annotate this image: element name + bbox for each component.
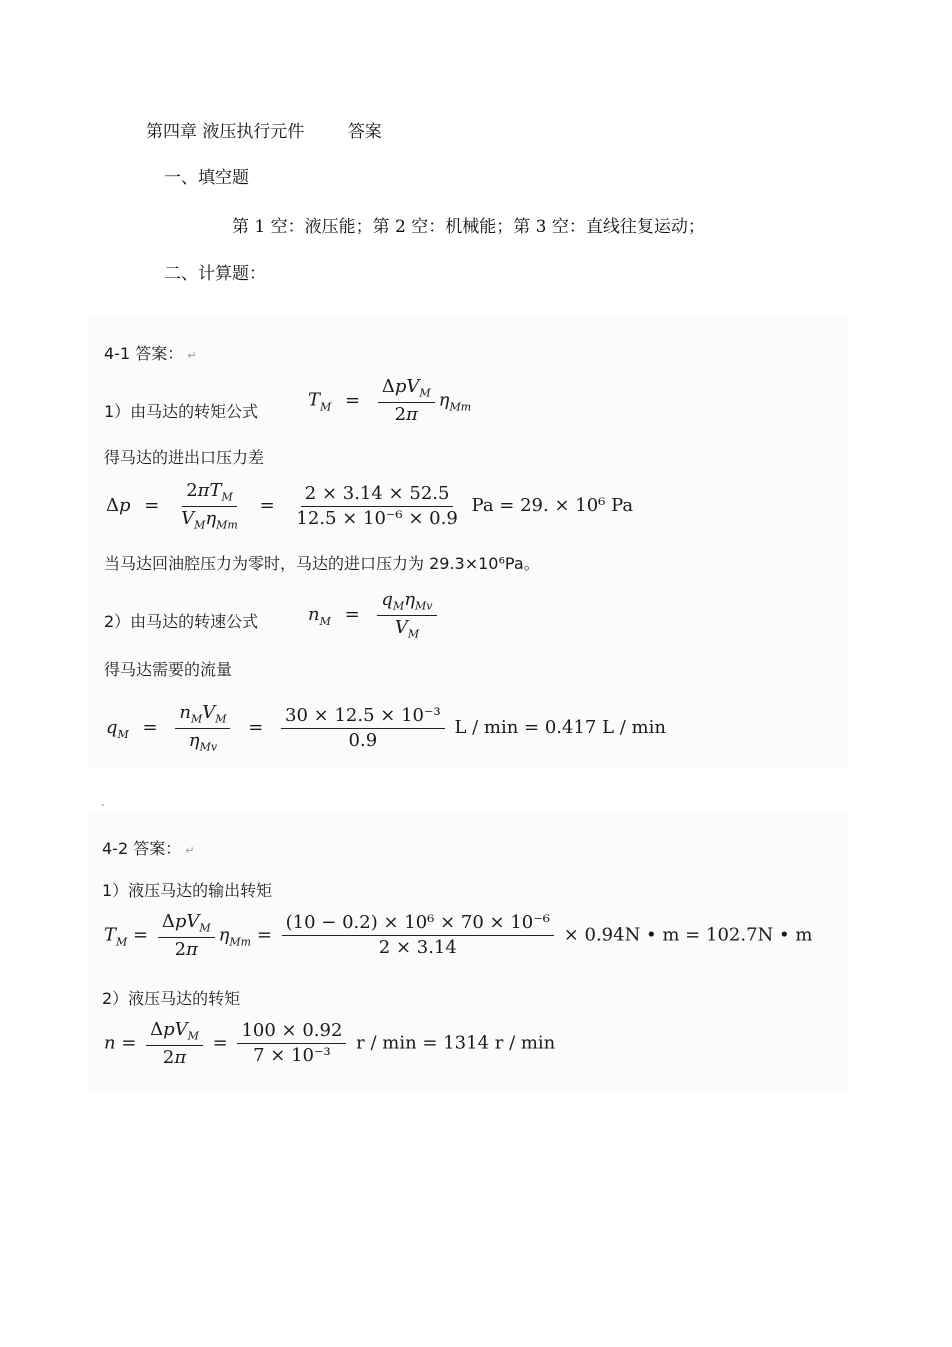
p42-title xyxy=(102,836,194,859)
chapter-title-text: 第四章 液压执行元件 xyxy=(146,122,305,142)
chapter-title xyxy=(146,117,382,142)
small-dash: - xyxy=(101,800,105,811)
p41-title-text: 4-1 答案： xyxy=(104,344,184,363)
p41-eq2-result: Pa = 29. × 10⁶ Pa xyxy=(471,495,634,517)
p41-eq4-mid-den: 0.9 xyxy=(348,729,378,751)
p41-eq2-mid-num: 2 × 3.14 × 52.5 xyxy=(301,484,454,507)
p41-speed-formula: $n_M$ = $\frac{q_M\eta_{Mv}}{V_M}$ xyxy=(308,590,441,640)
p42-eq2-mid-num: 100 × 0.92 xyxy=(237,1021,346,1044)
answer-label: 答案 xyxy=(347,122,382,142)
p42-eq2-result: r / min = 1314 r / min xyxy=(356,1032,556,1054)
p42-title-text: 4-2 答案： xyxy=(102,839,182,858)
answer-block-4-2 xyxy=(88,812,848,1094)
p41-eq4-mid-num: 30 × 12.5 × 10⁻³ xyxy=(281,706,445,729)
section-calc-heading: 二、计算题： xyxy=(164,264,266,284)
p41-eq4-result: L / min = 0.417 L / min xyxy=(454,717,666,739)
p41-step2: 2）由马达的转速公式 xyxy=(104,612,259,631)
p41-pressure-formula: Δp = $\frac{2\pi T_M}{V_M\eta_{Mm}}$ = $\frac{2 \times 3.14 \times 52.5}{\text{12.5 × 10⁻⁶ × 0.9}}$ Pa = 29. × 10⁶ Pa xyxy=(106,480,634,532)
p41-flow-formula: $q_M$ = $\frac{n_MV_M}{\eta_{Mv}}$ = $\frac{\text{30 × 12.5 × 10⁻³}}{0.9}$ L / min = 0.417 L / min xyxy=(106,702,666,754)
return-mark-icon: ↵ xyxy=(187,349,197,362)
p41-title xyxy=(104,341,196,364)
fill-answers: 第 1 空：液压能；第 2 空：机械能；第 3 空：直线往复运动； xyxy=(232,217,705,237)
p41-eq2-mid-den: 12.5 × 10⁻⁶ × 0.9 xyxy=(296,507,458,529)
p41-step2-result: 得马达需要的流量 xyxy=(104,660,233,679)
p42-eq2-mid-den: 7 × 10⁻³ xyxy=(253,1045,331,1067)
p42-step2: 2）液压马达的转矩 xyxy=(102,989,241,1008)
answer-block-4-1 xyxy=(88,315,848,769)
return-mark-icon: ↵ xyxy=(185,844,195,857)
p41-conclusion: 当马达回油腔压力为零时，马达的进口压力为 29.3×10⁶Pa。 xyxy=(104,554,540,573)
p42-eq1-mid-num: (10 − 0.2) × 10⁶ × 70 × 10⁻⁶ xyxy=(282,913,554,936)
p41-torque-formula: $T_M$ = $\frac{\Delta pV_M}{2\pi}$ $\eta_{Mm}$ xyxy=(308,376,472,425)
p42-eq1-mid-den: 2 × 3.14 xyxy=(378,937,457,959)
p42-eq1-result: × 0.94N • m = 102.7N • m xyxy=(563,924,813,946)
section-fill-heading: 一、填空题 xyxy=(164,168,249,188)
p42-step1: 1）液压马达的输出转矩 xyxy=(102,881,273,900)
p41-step1-result: 得马达的进出口压力差 xyxy=(104,448,265,467)
p42-torque-formula: $T_M$ = $\frac{\Delta pV_M}{2\pi}$ $\eta_{Mm}$ = $\frac{\text{(10 − 0.2) × 10⁶ × 70 × 10⁻⁶}}{2 \times 3.14}$ × 0.94N • m = 102.7N • m xyxy=(104,911,813,960)
p41-step1: 1）由马达的转矩公式 xyxy=(104,402,259,421)
p42-speed-formula: n = $\frac{\Delta pV_M}{2\pi}$ = $\frac{100 \times 0.92}{\text{7 × 10⁻³}}$ r / min = 1314 r / min xyxy=(104,1019,556,1068)
